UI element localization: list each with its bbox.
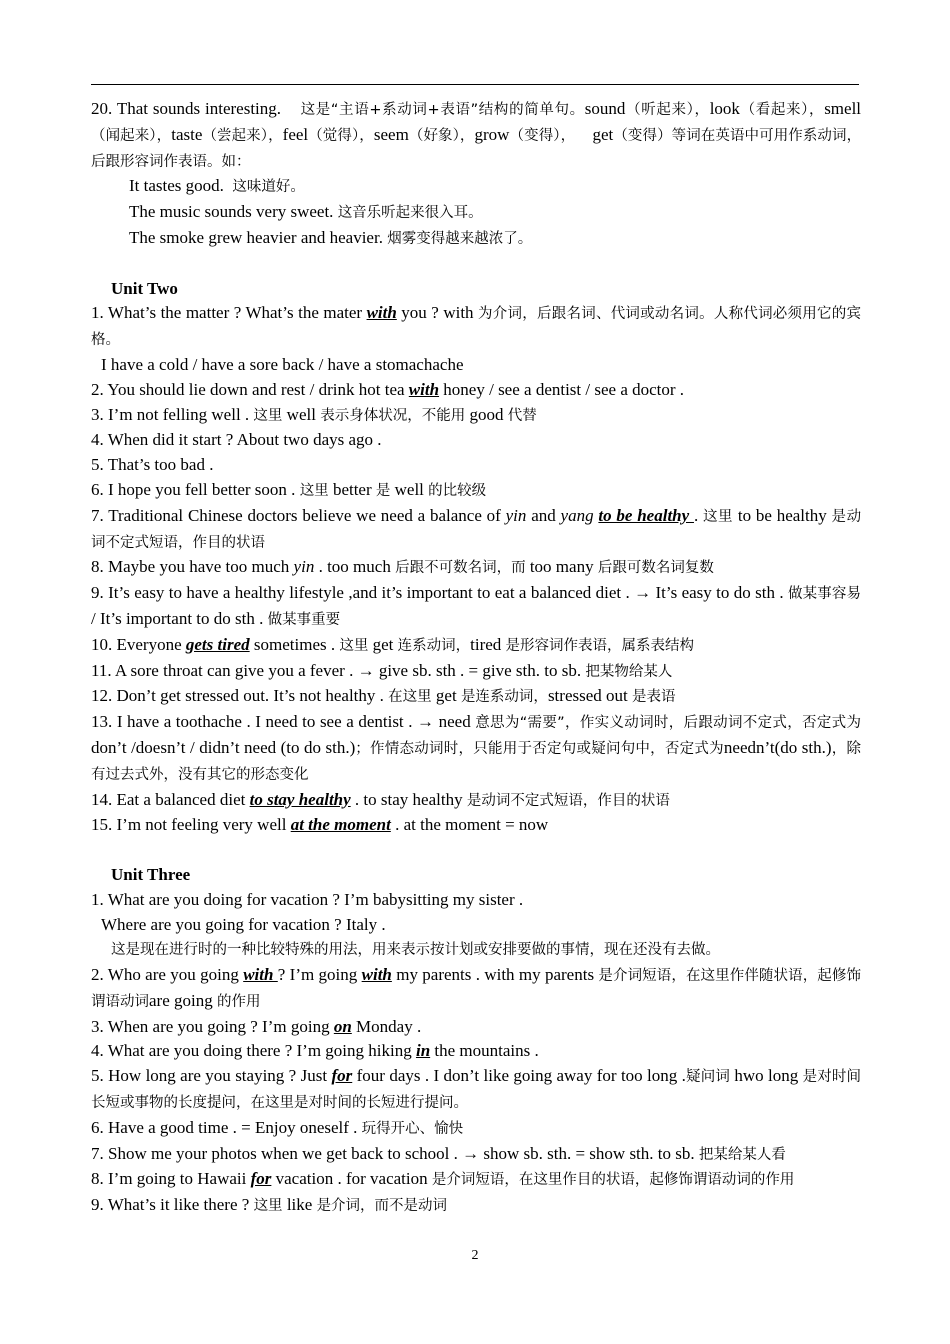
- page-number: 2: [471, 1248, 479, 1263]
- highlight: with: [243, 965, 278, 985]
- note-zh: 做某事容易: [788, 586, 861, 603]
- highlight: with: [361, 965, 392, 985]
- highlight: to stay healthy: [249, 789, 351, 809]
- text: 1. What’s the matter ? What’s the mater: [91, 303, 367, 323]
- text: get: [431, 686, 461, 706]
- text: four days . I don’t like going away for too long .: [352, 1066, 686, 1086]
- text: .: [693, 505, 704, 525]
- unit-two-item-12: [91, 684, 861, 710]
- note-zh: 的作用: [216, 993, 261, 1010]
- unit-three-item-1-note: [91, 937, 861, 963]
- note-zh: （闻起来），: [91, 127, 172, 144]
- text: ? I’m going: [277, 965, 362, 985]
- note-zh: 的比较级: [428, 482, 487, 499]
- italic-term: yin: [505, 505, 527, 525]
- text: well: [390, 479, 429, 499]
- text: well: [282, 404, 321, 424]
- text: . at the moment = now: [390, 815, 549, 835]
- note-zh: 玩得开心、愉快: [361, 1120, 464, 1137]
- note-zh: 后跟不可数名词，而: [395, 560, 526, 577]
- text: too many: [525, 557, 598, 577]
- example-en: It tastes good.: [129, 176, 224, 196]
- text: are going: [149, 990, 217, 1010]
- italic-term: yin: [293, 557, 315, 577]
- spacer: [91, 838, 861, 863]
- note-zh: 是介词短语，在这里作伴随状语，起修饰谓语动词: [91, 968, 861, 1010]
- unit-two-item-6: [91, 478, 861, 504]
- note-zh: 表示身体状况，不能用: [320, 407, 466, 424]
- note-zh: 为介词，后跟名词、代词或动名词。人称代词必须用它的宾格。: [91, 306, 861, 349]
- note-zh: 在这里: [388, 689, 432, 706]
- note-zh: （变得）等词在英语中可用作系动词，后跟形容词作表语。如：: [91, 127, 862, 170]
- highlight: on: [333, 1016, 352, 1036]
- text: 14. Eat a balanced diet: [91, 789, 250, 809]
- note-zh: 是动词不定式短语，作目的状语: [466, 792, 670, 809]
- item-20-lead: 20. That sounds interesting.: [91, 99, 282, 118]
- item-20-paragraph: [91, 97, 861, 174]
- note-zh: 连系动词，: [397, 637, 471, 654]
- highlight: for: [250, 1169, 272, 1189]
- term-sound: sound: [584, 99, 626, 118]
- text: . to stay healthy: [350, 789, 467, 809]
- note-zh: ，除有过去式外，没有其它的形态变化: [91, 740, 861, 783]
- text: 12. Don’t get stressed out. It’s not healthy .: [91, 686, 389, 706]
- highlight: for: [331, 1066, 353, 1086]
- text: the mountains .: [430, 1041, 539, 1061]
- unit-three-item-2: [91, 963, 861, 1015]
- header-rule: [91, 84, 859, 85]
- text: vacation . for vacation: [271, 1169, 432, 1189]
- note-zh: （尝起来），: [202, 127, 283, 144]
- text: 11. A sore throat can give you a fever . → give sb. sth . = give sth. to sb.: [91, 660, 586, 680]
- note-zh: 是介词短语，在这里作目的状语，起修饰谓语动词的作用: [431, 1172, 795, 1189]
- text: good: [465, 404, 508, 424]
- note-zh: 意思为“需要”，作实义动词时，后跟动词不定式，否定式为: [475, 715, 861, 732]
- example-en: The music sounds very sweet.: [129, 202, 334, 222]
- unit-two-item-13: [91, 710, 861, 787]
- note-zh: 这里: [339, 637, 369, 654]
- note-zh: 这里: [703, 508, 734, 525]
- unit-three-item-7: [91, 1142, 861, 1168]
- highlight: gets tired: [185, 634, 250, 654]
- unit-two-item-14: [91, 788, 861, 814]
- example-1: [91, 174, 861, 200]
- text: 13. I have a toothache . I need to see a dentist . → need: [91, 712, 476, 732]
- unit-two-item-2: [91, 378, 861, 403]
- unit-three-item-4: [91, 1039, 861, 1064]
- note-zh: 把某物给某人: [585, 663, 673, 680]
- unit-two-item-15: [91, 813, 861, 838]
- unit-two-item-8: [91, 555, 861, 581]
- note-zh: 做某事重要: [267, 611, 341, 628]
- text: 2. You should lie down and rest / drink hot tea: [91, 379, 409, 399]
- term-get: get: [592, 124, 614, 144]
- text: 5. How long are you staying ? Just: [91, 1066, 332, 1086]
- unit-two-item-3: [91, 403, 861, 429]
- text: Monday .: [351, 1016, 422, 1036]
- item-20-note: 这是“主语+系动词+表语”结构的简单句。: [300, 102, 585, 118]
- unit-two-item-1-sub: I have a cold / have a sore back / have a stomachache: [101, 354, 464, 374]
- note-zh: （觉得），: [308, 127, 374, 144]
- note-zh: （变得），: [509, 127, 576, 144]
- text: to be healthy: [733, 505, 832, 525]
- text: hwo long: [729, 1066, 803, 1086]
- note-zh: 把某给某人看: [698, 1146, 786, 1163]
- text: 3. When are you going ? I’m going: [91, 1016, 334, 1036]
- example-2: [91, 200, 861, 226]
- unit-two-item-4: 4. When did it start ? About two days ago .: [91, 430, 382, 450]
- unit-two-item-5: 5. That’s too bad .: [91, 455, 214, 475]
- text: 10. Everyone: [91, 634, 186, 654]
- unit-two-item-11: [91, 659, 861, 685]
- unit-two-heading: Unit Two: [111, 278, 178, 298]
- text: 7. Traditional Chinese doctors believe we need a balance of: [91, 505, 506, 525]
- text: like: [282, 1195, 317, 1215]
- highlight: to be healthy: [598, 505, 694, 525]
- example-zh: 这音乐听起来很入耳。: [337, 205, 483, 222]
- highlight: at the moment: [290, 815, 391, 835]
- text: 3. I’m not felling well .: [91, 404, 254, 424]
- text: better: [328, 479, 376, 499]
- text: 6. I hope you fell better soon .: [91, 479, 300, 499]
- text: 9. It’s easy to have a healthy lifestyle ,and it’s important to eat a balanced diet . → It’s easy to do sth .: [91, 583, 788, 603]
- text: sometimes .: [249, 634, 340, 654]
- note-zh: 是形容词作表语，属系表结构: [505, 637, 695, 654]
- text: tired: [470, 634, 506, 654]
- note-zh: 是表语: [631, 689, 676, 706]
- example-3: [91, 226, 861, 252]
- text: 9. What’s it like there ?: [91, 1195, 254, 1215]
- text: and: [526, 505, 561, 525]
- text: you ? with: [396, 303, 479, 323]
- text: honey / see a dentist / see a doctor .: [439, 379, 685, 399]
- highlight: with: [366, 303, 397, 323]
- text: 15. I’m not feeling very well: [91, 815, 291, 835]
- text: 2. Who are you going: [91, 965, 244, 985]
- example-en: The smoke grew heavier and heavier.: [129, 227, 383, 247]
- note-zh: 这里: [253, 1198, 283, 1215]
- note-zh: 这里: [253, 407, 283, 424]
- unit-two-item-9: [91, 581, 861, 633]
- text: stressed out: [547, 686, 632, 706]
- term-grow: grow: [474, 124, 510, 144]
- unit-two-item-7: [91, 504, 861, 556]
- unit-three-item-3: [91, 1015, 861, 1040]
- unit-two-item-10: [91, 633, 861, 659]
- text: don’t /doesn’t / didn’t need (to do sth.): [91, 737, 356, 757]
- text: get: [368, 634, 398, 654]
- unit-three-item-5: [91, 1064, 861, 1116]
- term-smell: smell: [824, 99, 862, 118]
- spacer: [91, 252, 861, 277]
- example-zh: 烟雾变得越来越浓了。: [387, 230, 533, 247]
- note-zh: 代替: [507, 407, 537, 424]
- note-zh: 是: [375, 482, 391, 499]
- note-zh: 这是现在进行时的一种比较特殊的用法，用来表示按计划或安排要做的事情，现在还没有去做。: [111, 942, 720, 959]
- text: 8. Maybe you have too much: [91, 557, 294, 577]
- note-zh: （好象），: [408, 127, 475, 144]
- document-body: [91, 97, 861, 1219]
- text: 6. Have a good time . = Enjoy oneself .: [91, 1117, 362, 1137]
- highlight: with: [408, 379, 440, 399]
- unit-three-item-8: [91, 1167, 861, 1193]
- term-feel: feel: [282, 124, 309, 144]
- note-zh: 这里: [299, 482, 329, 499]
- unit-two-item-1: [91, 301, 861, 353]
- text: 4. What are you doing there ? I’m going hiking: [91, 1041, 416, 1061]
- example-zh: 这味道好。: [232, 179, 305, 196]
- note-zh: 是动词不定式短语，作目的状语: [91, 508, 862, 551]
- note-zh: （听起来），: [625, 102, 710, 118]
- text: my parents . with my parents: [391, 965, 599, 985]
- term-taste: taste: [171, 124, 203, 144]
- text: / It’s important to do sth .: [91, 608, 268, 628]
- unit-three-item-6: [91, 1116, 861, 1142]
- note-zh: ；作情态动词时，只能用于否定句或疑问句中，否定式为: [355, 740, 724, 757]
- note-zh: （看起来），: [739, 102, 825, 118]
- term-seem: seem: [373, 124, 409, 144]
- note-zh: 是介词，而不是动词: [316, 1198, 448, 1215]
- unit-three-item-1-sub: Where are you going for vacation ? Italy .: [101, 914, 386, 934]
- unit-three-heading: Unit Three: [111, 864, 191, 884]
- text: . too much: [314, 557, 396, 577]
- note-zh: 是对时间长短或事物的长度提问，在这里是对时间的长短进行提问。: [91, 1069, 862, 1112]
- text: 8. I’m going to Hawaii: [91, 1169, 251, 1189]
- note-zh: 疑问词: [685, 1069, 730, 1086]
- text: needn’t(do sth.): [723, 737, 832, 757]
- note-zh: 是连系动词，: [460, 689, 548, 706]
- unit-three-item-9: [91, 1193, 861, 1219]
- note-zh: 后跟可数名词复数: [597, 560, 714, 577]
- text: 7. Show me your photos when we get back to school . → show sb. sth. = show sth. to sb.: [91, 1143, 699, 1163]
- term-look: look: [709, 99, 740, 118]
- italic-term: yang: [560, 505, 594, 525]
- highlight: in: [415, 1041, 431, 1061]
- unit-three-item-1: 1. What are you doing for vacation ? I’m babysitting my sister .: [91, 889, 524, 909]
